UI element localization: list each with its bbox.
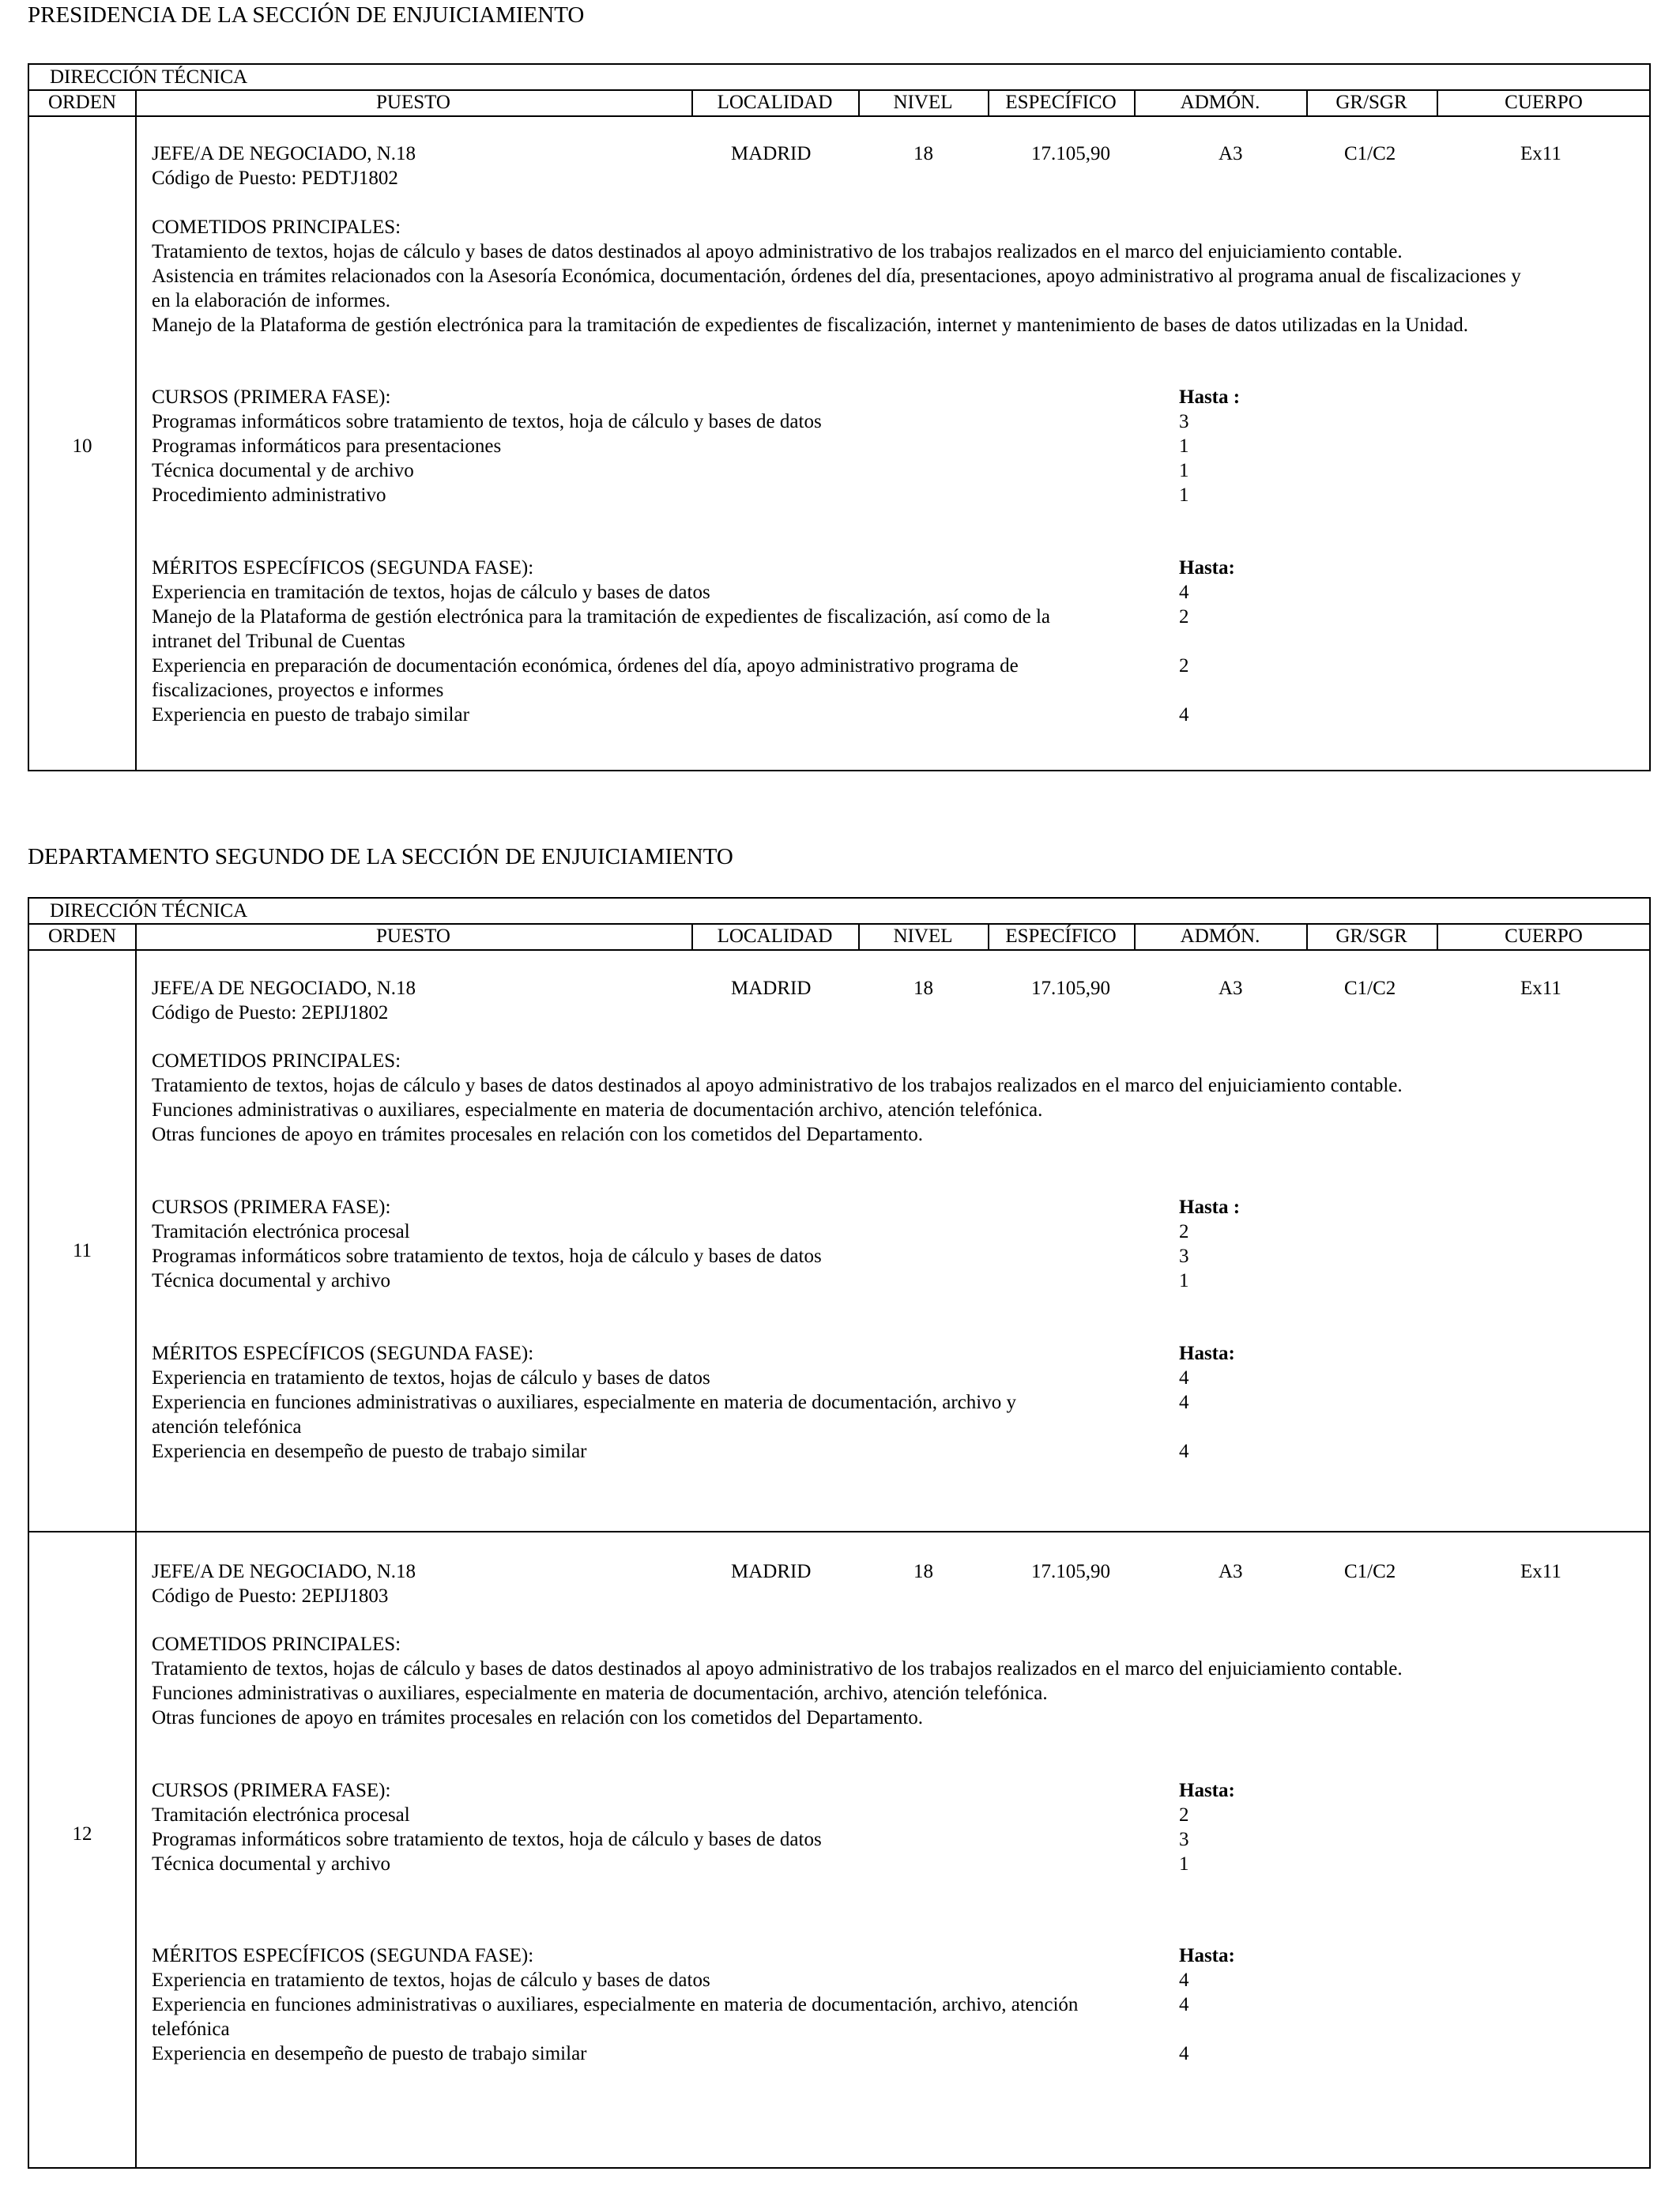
row-divider bbox=[29, 1531, 1649, 1532]
duty-line: Otras funciones de apoyo en trámites procesales en relación con los cometidos del Departamento. bbox=[152, 1124, 924, 1145]
merit-text: Experiencia en tratamiento de textos, hojas de cálculo y bases de datos bbox=[152, 1970, 710, 1991]
merit-text: Experiencia en funciones administrativas o auxiliares, especialmente en materia de documentación, archivo, atención bbox=[152, 1994, 1079, 2015]
col-header-especifico: ESPECÍFICO bbox=[1005, 925, 1117, 947]
section-title: PRESIDENCIA DE LA SECCIÓN DE ENJUICIAMIENTO bbox=[28, 2, 585, 28]
course-points: 2 bbox=[1179, 1221, 1189, 1242]
duty-line: Otras funciones de apoyo en trámites procesales en relación con los cometidos del Departamento. bbox=[152, 1707, 924, 1728]
col-header-admon: ADMÓN. bbox=[1180, 92, 1260, 113]
col-header-puesto: PUESTO bbox=[375, 92, 450, 113]
post-especifico: 17.105,90 bbox=[1031, 143, 1110, 164]
post-nivel: 18 bbox=[913, 1561, 933, 1582]
divider bbox=[29, 949, 1649, 951]
post-grsgr: C1/C2 bbox=[1344, 143, 1396, 164]
course-points: 1 bbox=[1179, 484, 1189, 506]
col-header-admon: ADMÓN. bbox=[1180, 925, 1260, 947]
merit-text: Experiencia en puesto de trabajo similar bbox=[152, 704, 469, 726]
course-name: Tramitación electrónica procesal bbox=[152, 1221, 410, 1242]
merit-points: 4 bbox=[1179, 2043, 1189, 2064]
post-admon: A3 bbox=[1219, 143, 1243, 164]
merit-text: Experiencia en tramitación de textos, hojas de cálculo y bases de datos bbox=[152, 582, 710, 603]
merit-points: 2 bbox=[1179, 606, 1189, 628]
post-code: Código de Puesto: PEDTJ1802 bbox=[152, 168, 398, 189]
merit-text: Experiencia en funciones administrativas o auxiliares, especialmente en materia de documentación, archivo y bbox=[152, 1392, 1017, 1413]
post-localidad: MADRID bbox=[731, 143, 812, 164]
post-cuerpo: Ex11 bbox=[1520, 978, 1561, 999]
post-grsgr: C1/C2 bbox=[1344, 978, 1396, 999]
post-especifico: 17.105,90 bbox=[1031, 1561, 1110, 1582]
merit-text: Experiencia en desempeño de puesto de trabajo similar bbox=[152, 2043, 587, 2064]
course-name: Técnica documental y de archivo bbox=[152, 460, 414, 481]
course-points: 2 bbox=[1179, 1804, 1189, 1826]
course-name: Técnica documental y archivo bbox=[152, 1270, 390, 1291]
col-header-especifico: ESPECÍFICO bbox=[1005, 92, 1117, 113]
col-header-puesto: PUESTO bbox=[375, 925, 450, 947]
unit-label: DIRECCIÓN TÉCNICA bbox=[50, 900, 248, 922]
merit-points: 4 bbox=[1179, 582, 1189, 603]
merit-points: 4 bbox=[1179, 704, 1189, 726]
course-name: Programas informáticos sobre tratamiento de textos, hoja de cálculo y bases de datos bbox=[152, 1246, 822, 1267]
col-header-orden: ORDEN bbox=[47, 92, 117, 113]
merits-hasta-label: Hasta: bbox=[1179, 1945, 1235, 1966]
merits-heading: MÉRITOS ESPECÍFICOS (SEGUNDA FASE): bbox=[152, 1945, 534, 1966]
post-admon: A3 bbox=[1219, 978, 1243, 999]
merit-text: Experiencia en preparación de documentación económica, órdenes del día, apoyo administrativo programa de bbox=[152, 655, 1019, 677]
course-points: 3 bbox=[1179, 1246, 1189, 1267]
post-nivel: 18 bbox=[913, 978, 933, 999]
merit-text: Experiencia en tratamiento de textos, hojas de cálculo y bases de datos bbox=[152, 1367, 710, 1389]
merit-text: atención telefónica bbox=[152, 1416, 302, 1438]
duty-line: Asistencia en trámites relacionados con la Asesoría Económica, documentación, órdenes del día, presentaciones, apoyo administrativo al programa anual de fiscalizaciones y bbox=[152, 266, 1521, 287]
post-orden: 11 bbox=[72, 1240, 92, 1261]
merit-points: 4 bbox=[1179, 1994, 1189, 2015]
courses-hasta-label: Hasta : bbox=[1179, 386, 1241, 408]
merits-hasta-label: Hasta: bbox=[1179, 557, 1235, 579]
course-points: 1 bbox=[1179, 1853, 1189, 1875]
post-title: JEFE/A DE NEGOCIADO, N.18 bbox=[152, 1561, 416, 1582]
merits-heading: MÉRITOS ESPECÍFICOS (SEGUNDA FASE): bbox=[152, 1343, 534, 1364]
col-header-grsgr: GR/SGR bbox=[1335, 925, 1407, 947]
post-orden: 12 bbox=[72, 1823, 92, 1845]
duty-line: Manejo de la Plataforma de gestión electrónica para la tramitación de expedientes de fiscalización, internet y mantenimiento de bases de datos utilizadas en la Unidad. bbox=[152, 315, 1469, 336]
col-header-nivel: NIVEL bbox=[893, 925, 953, 947]
duties-heading: COMETIDOS PRINCIPALES: bbox=[152, 217, 401, 238]
course-name: Tramitación electrónica procesal bbox=[152, 1804, 410, 1826]
merit-text: Experiencia en desempeño de puesto de trabajo similar bbox=[152, 1441, 587, 1462]
courses-hasta-label: Hasta : bbox=[1179, 1197, 1241, 1218]
col-header-cuerpo: CUERPO bbox=[1505, 925, 1583, 947]
course-points: 1 bbox=[1179, 1270, 1189, 1291]
post-localidad: MADRID bbox=[731, 978, 812, 999]
post-admon: A3 bbox=[1219, 1561, 1243, 1582]
merit-text: intranet del Tribunal de Cuentas bbox=[152, 631, 405, 652]
duties-heading: COMETIDOS PRINCIPALES: bbox=[152, 1050, 401, 1072]
course-name: Programas informáticos sobre tratamiento de textos, hoja de cálculo y bases de datos bbox=[152, 1829, 822, 1850]
posts-table bbox=[28, 63, 1651, 771]
courses-heading: CURSOS (PRIMERA FASE): bbox=[152, 386, 391, 408]
col-header-cuerpo: CUERPO bbox=[1505, 92, 1583, 113]
duty-line: Funciones administrativas o auxiliares, especialmente en materia de documentación, archivo, atención telefónica. bbox=[152, 1683, 1048, 1704]
col-header-localidad: LOCALIDAD bbox=[717, 92, 833, 113]
unit-label: DIRECCIÓN TÉCNICA bbox=[50, 66, 248, 88]
post-localidad: MADRID bbox=[731, 1561, 812, 1582]
courses-heading: CURSOS (PRIMERA FASE): bbox=[152, 1780, 391, 1801]
posts-table bbox=[28, 897, 1651, 2169]
course-name: Programas informáticos para presentaciones bbox=[152, 435, 502, 457]
duty-line: Tratamiento de textos, hojas de cálculo y bases de datos destinados al apoyo administrativo de los trabajos realizados en el marco del enjuiciamiento contable. bbox=[152, 1658, 1403, 1679]
post-cuerpo: Ex11 bbox=[1520, 143, 1561, 164]
section-title: DEPARTAMENTO SEGUNDO DE LA SECCIÓN DE ENJUICIAMIENTO bbox=[28, 844, 733, 869]
divider bbox=[29, 115, 1649, 117]
duty-line: en la elaboración de informes. bbox=[152, 290, 390, 311]
post-title: JEFE/A DE NEGOCIADO, N.18 bbox=[152, 978, 416, 999]
courses-hasta-label: Hasta: bbox=[1179, 1780, 1235, 1801]
merit-points: 4 bbox=[1179, 1367, 1189, 1389]
post-orden: 10 bbox=[72, 435, 92, 457]
courses-heading: CURSOS (PRIMERA FASE): bbox=[152, 1197, 391, 1218]
merit-points: 4 bbox=[1179, 1392, 1189, 1413]
col-header-nivel: NIVEL bbox=[893, 92, 953, 113]
merit-points: 4 bbox=[1179, 1441, 1189, 1462]
post-code: Código de Puesto: 2EPIJ1803 bbox=[152, 1585, 389, 1607]
course-points: 3 bbox=[1179, 411, 1189, 432]
post-grsgr: C1/C2 bbox=[1344, 1561, 1396, 1582]
post-title: JEFE/A DE NEGOCIADO, N.18 bbox=[152, 143, 416, 164]
post-especifico: 17.105,90 bbox=[1031, 978, 1110, 999]
col-header-orden: ORDEN bbox=[47, 925, 117, 947]
course-name: Técnica documental y archivo bbox=[152, 1853, 390, 1875]
merit-points: 2 bbox=[1179, 655, 1189, 677]
divider bbox=[135, 949, 137, 2167]
duties-heading: COMETIDOS PRINCIPALES: bbox=[152, 1634, 401, 1655]
merit-text: fiscalizaciones, proyectos e informes bbox=[152, 680, 444, 701]
merits-hasta-label: Hasta: bbox=[1179, 1343, 1235, 1364]
course-name: Programas informáticos sobre tratamiento de textos, hoja de cálculo y bases de datos bbox=[152, 411, 822, 432]
course-name: Procedimiento administrativo bbox=[152, 484, 386, 506]
col-header-grsgr: GR/SGR bbox=[1335, 92, 1407, 113]
merit-points: 4 bbox=[1179, 1970, 1189, 1991]
duty-line: Funciones administrativas o auxiliares, especialmente en materia de documentación archivo, atención telefónica. bbox=[152, 1099, 1043, 1121]
col-header-localidad: LOCALIDAD bbox=[717, 925, 833, 947]
merits-heading: MÉRITOS ESPECÍFICOS (SEGUNDA FASE): bbox=[152, 557, 534, 579]
post-cuerpo: Ex11 bbox=[1520, 1561, 1561, 1582]
divider bbox=[135, 115, 137, 770]
course-points: 3 bbox=[1179, 1829, 1189, 1850]
post-code: Código de Puesto: 2EPIJ1802 bbox=[152, 1002, 389, 1023]
merit-text: Manejo de la Plataforma de gestión electrónica para la tramitación de expedientes de fiscalización, así como de la bbox=[152, 606, 1051, 628]
duty-line: Tratamiento de textos, hojas de cálculo y bases de datos destinados al apoyo administrativo de los trabajos realizados en el marco del enjuiciamiento contable. bbox=[152, 1075, 1403, 1096]
course-points: 1 bbox=[1179, 435, 1189, 457]
post-nivel: 18 bbox=[913, 143, 933, 164]
course-points: 1 bbox=[1179, 460, 1189, 481]
duty-line: Tratamiento de textos, hojas de cálculo y bases de datos destinados al apoyo administrativo de los trabajos realizados en el marco del enjuiciamiento contable. bbox=[152, 241, 1403, 262]
merit-text: telefónica bbox=[152, 2019, 230, 2040]
